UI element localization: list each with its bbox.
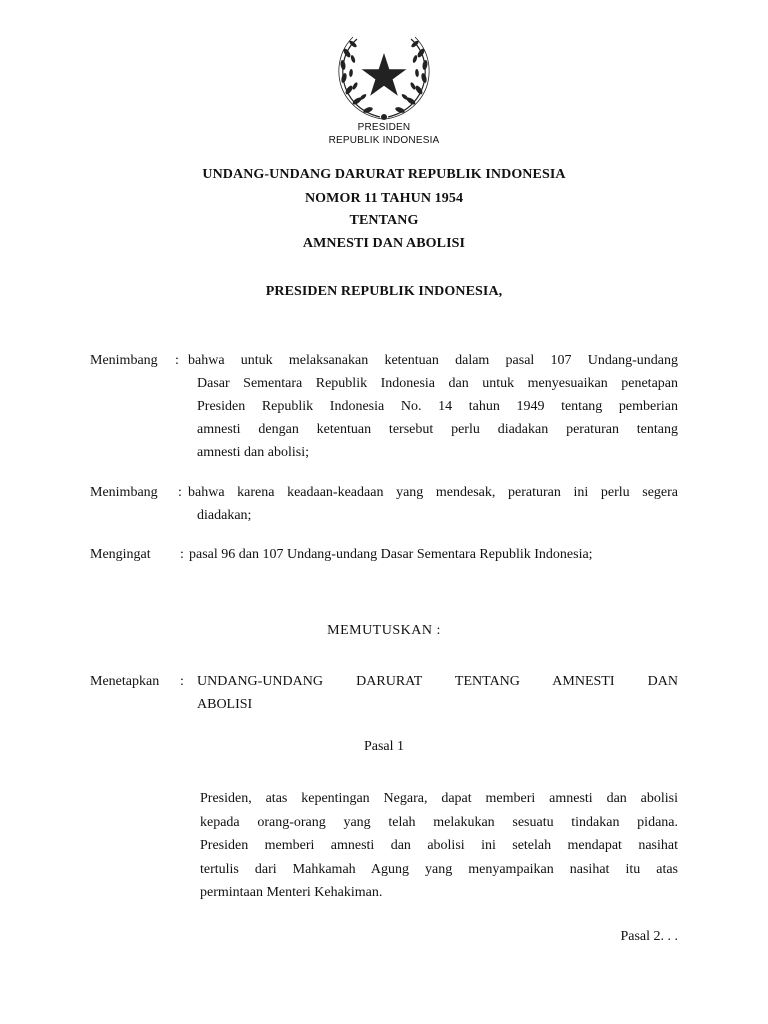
document-title-line3: TENTANG <box>349 213 419 228</box>
consideration-text-cont <box>197 372 678 464</box>
decision-text <box>197 670 678 716</box>
document-title-line2: NOMOR 11 TAHUN 1954 <box>304 191 464 206</box>
text-line: Dasar Sementara Republik Indonesia dan untuk menyesuaikan penetapan <box>197 376 678 391</box>
article-1-body <box>200 787 678 905</box>
consideration-separator: : <box>180 547 184 562</box>
consideration-separator: : <box>178 485 182 500</box>
text-line: UNDANG-UNDANG DARURAT TENTANG AMNESTI DAN <box>197 674 678 689</box>
text-line: kepada orang-orang yang telah melakukan sesuatu tindakan pidana. <box>200 814 678 830</box>
garuda-emblem-icon <box>333 33 435 123</box>
decision-label: Menetapkan <box>90 674 160 689</box>
text-line: bahwa untuk melaksanakan ketentuan dalam pasal 107 Undang-undang <box>188 353 678 368</box>
document-title-line1: UNDANG-UNDANG DARURAT REPUBLIK INDONESIA <box>202 167 566 182</box>
text-line: Presiden memberi amnesti dan abolisi ini setelah mendapat nasihat <box>200 838 678 853</box>
consideration-text-cont <box>197 504 678 527</box>
consideration-text <box>188 349 678 372</box>
issuer-heading: PRESIDEN REPUBLIK INDONESIA, <box>265 284 503 299</box>
consideration-label: Menimbang <box>90 485 158 500</box>
text-line: amnesti dengan ketentuan tersebut perlu diadakan peraturan tentang <box>197 422 678 437</box>
header-president-label: PRESIDEN <box>357 122 411 133</box>
consideration-text <box>188 481 678 504</box>
consideration-text <box>189 543 678 566</box>
text-line: ABOLISI <box>197 697 253 712</box>
consideration-label: Mengingat <box>90 547 151 562</box>
next-page-indicator: Pasal 2. . . <box>620 929 678 944</box>
text-line: Presiden, atas kepentingan Negara, dapat memberi amnesti dan abolisi <box>200 791 678 806</box>
text-line: Presiden Republik Indonesia No. 14 tahun 1949 tentang pemberian <box>197 399 678 414</box>
text-line: bahwa karena keadaan-keadaan yang mendesak, peraturan ini perlu segera <box>188 485 678 500</box>
document-title-line4: AMNESTI DAN ABOLISI <box>302 236 466 251</box>
decision-separator: : <box>180 674 184 689</box>
article-1-heading: Pasal 1 <box>363 739 405 754</box>
consideration-label: Menimbang <box>90 353 158 368</box>
decision-heading: MEMUTUSKAN : <box>327 623 441 638</box>
text-line: permintaan Menteri Kehakiman. <box>200 885 383 900</box>
text-line: amnesti dan abolisi; <box>197 445 309 460</box>
consideration-separator: : <box>175 353 179 368</box>
text-line: pasal 96 dan 107 Undang-undang Dasar Sementara Republik Indonesia; <box>189 547 593 562</box>
text-line: tertulis dari Mahkamah Agung yang menyampaikan nasihat itu atas <box>200 861 678 877</box>
text-line: diadakan; <box>197 508 252 523</box>
header-republic-label: REPUBLIK INDONESIA <box>328 135 440 146</box>
